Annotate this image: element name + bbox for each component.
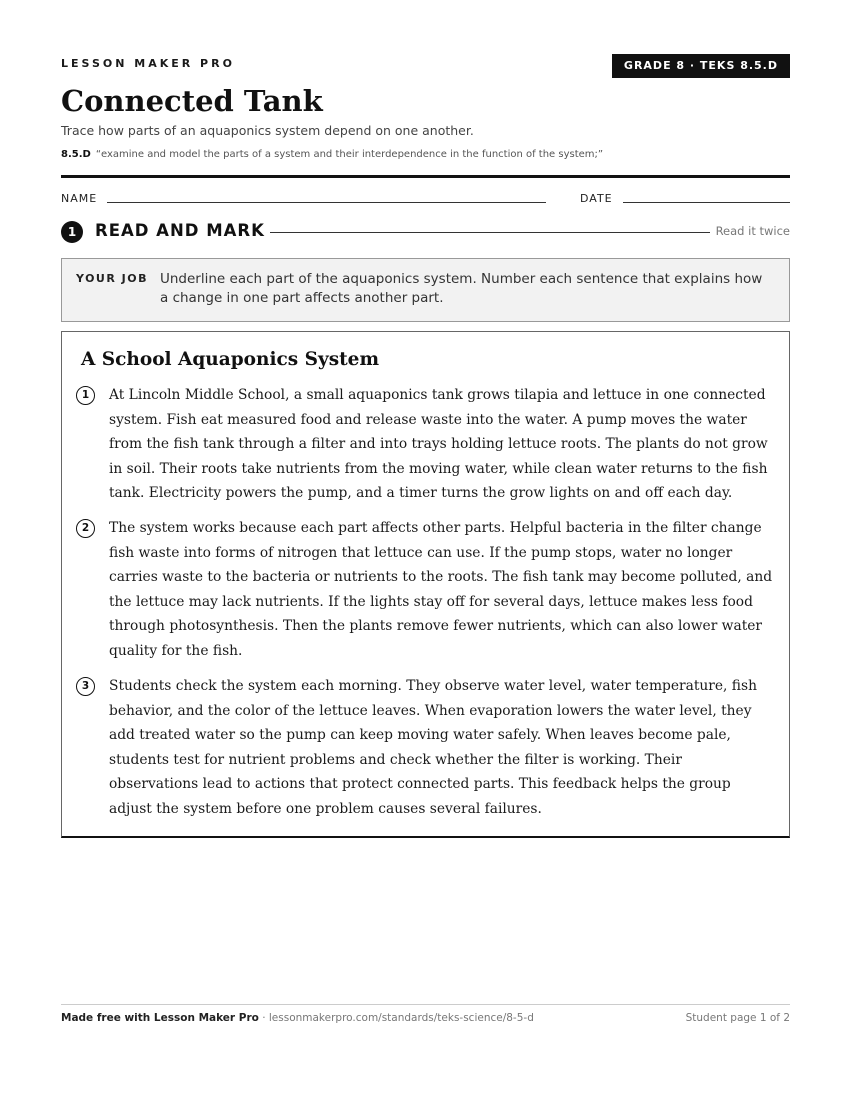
date-label: DATE: [580, 192, 613, 205]
name-field[interactable]: [107, 202, 546, 203]
footer-divider: [61, 1004, 790, 1005]
brand-name: LESSON MAKER PRO: [61, 57, 235, 70]
reading-passage: [61, 331, 790, 838]
job-instructions: Underline each part of the aquaponics system. Number each sentence that explains how a change in one part affects another part.: [160, 271, 763, 306]
paragraph-text[interactable]: The system works because each part affects other parts. Helpful bacteria in the filter change fish waste into forms of nitrogen that lettuce can use. If the pump stops, water no longer carries waste to the bacteria or nutrients to the roots. The fish tank may become polluted, and the lettuce may lack nutrients. If the lights stay off for several days, lettuce makes less food through photosynthesis. Then the plants remove fewer nutrients, which can also lower water quality for the fish.: [109, 520, 773, 659]
section-divider: [270, 232, 710, 233]
footer-made-with: Made free with Lesson Maker Pro: [61, 1012, 259, 1024]
paragraph-number: 1: [76, 386, 95, 405]
job-box: [61, 258, 790, 322]
standard-reference: [61, 149, 603, 160]
grade-badge: GRADE 8 · TEKS 8.5.D: [612, 54, 790, 78]
standard-code: 8.5.D: [61, 149, 91, 160]
page-title: Connected Tank: [61, 84, 323, 118]
footer-credit: [61, 1012, 534, 1024]
standard-text: “examine and model the parts of a system and their interdependence in the function of the system;”: [95, 149, 604, 160]
passage-title: A School Aquaponics System: [81, 349, 380, 370]
date-field[interactable]: [623, 202, 790, 203]
page-subtitle: Trace how parts of an aquaponics system depend on one another.: [61, 123, 474, 138]
paragraph-text[interactable]: Students check the system each morning. They observe water level, water temperature, fish behavior, and the color of the lettuce leaves. When evaporation lowers the water level, they add treated water so the pump can keep moving water safely. When leaves become pale, students test for nutrient problems and check whether the filter is working. Their observations lead to actions that protect connected parts. This feedback helps the group adjust the system before one problem causes several failures.: [109, 678, 757, 817]
footer-page-number: Student page 1 of 2: [685, 1012, 790, 1024]
header-divider: [61, 175, 790, 178]
paragraph-text[interactable]: At Lincoln Middle School, a small aquaponics tank grows tilapia and lettuce in one connected system. Fish eat measured food and release waste into the water. A pump moves the water from the fish tank through a filter and into trays holding lettuce roots. The plants do not grow in soil. Their roots take nutrients from the moving water, while clean water returns to the fish tank. Electricity powers the pump, and a timer turns the grow lights on and off each day.: [109, 387, 768, 502]
paragraph-number: 2: [76, 519, 95, 538]
section-title: READ AND MARK: [95, 221, 265, 240]
name-label: NAME: [61, 192, 98, 205]
footer-url[interactable]: · lessonmakerpro.com/standards/teks-science/8-5-d: [258, 1012, 534, 1024]
paragraph-number: 3: [76, 677, 95, 696]
section-hint: Read it twice: [715, 224, 790, 238]
job-label: YOUR JOB: [76, 272, 148, 285]
section-number-badge: 1: [61, 221, 83, 243]
